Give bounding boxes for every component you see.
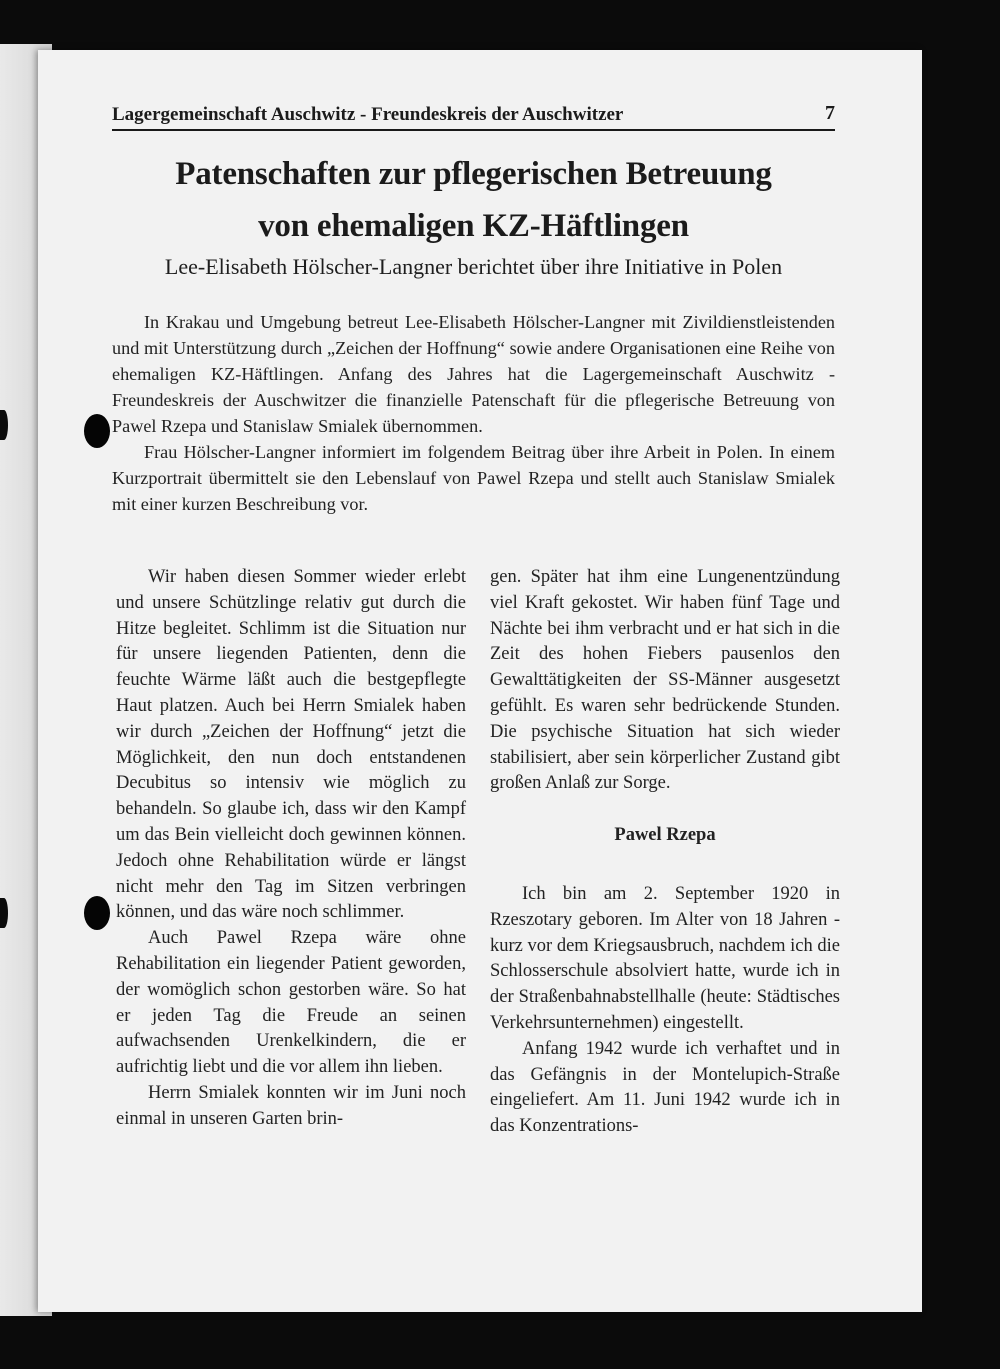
edge-hole-top xyxy=(0,410,8,440)
body-paragraph: Anfang 1942 wurde ich verhaftet und in das Gefängnis in der Montelupich-Straße eingeliefert. Am 11. Juni 1942 wurde ich in das Konzentrations- xyxy=(490,1038,840,1137)
body-paragraph: Auch Pawel Rzepa wäre ohne Rehabilitation ein liegender Patient geworden, der womöglich schon gestorben wäre. So hat er jeden Tag die Freude an seinen aufwachsenden Urenkelkindern, die er aufrichtig liebt und die vor allem ihn lieben. xyxy=(116,928,466,1078)
article-headline xyxy=(112,148,835,252)
edge-hole-bottom xyxy=(0,898,8,928)
body-paragraph: Ich bin am 2. September 1920 in Rzeszotary geboren. Im Alter von 18 Jahren - kurz vor dem Kriegsausbruch, nachdem ich die Schlosserschule absolviert hatte, wurde ich in der Straßenbahnabstellhalle (heute: Städtisches Verkehrsunternehmen) eingestellt. xyxy=(490,883,840,1033)
intro-paragraph: In Krakau und Umgebung betreut Lee-Elisabeth Hölscher-Langner mit Zivildienstleistenden und mit Unterstützung durch „Zeichen der Hoffnung“ sowie andere Organisationen eine Reihe von ehemaligen KZ-Häftlingen. Anfang des Jahres hat die Lagergemeinschaft Auschwitz - Freundeskreis der Auschwitzer die finanzielle Patenschaft für die pflegerische Betreuung von Pawel Rzepa und Stanislaw Smialek übernommen. xyxy=(112,312,835,436)
body-paragraph: Herrn Smialek konnten wir im Juni noch einmal in unseren Garten brin- xyxy=(116,1082,466,1129)
intro-paragraph: Frau Hölscher-Langner informiert im folgendem Beitrag über ihre Arbeit in Polen. In einem Kurzportrait übermittelt sie den Lebenslauf von Pawel Rzepa und stellt auch Stanislaw Smialek mit einer kurzen Beschreibung vor. xyxy=(112,442,835,514)
intro-paragraphs xyxy=(112,309,835,517)
headline-line-1: Patenschaften zur pflegerischen Betreuung xyxy=(175,156,772,192)
punch-hole-top xyxy=(84,414,110,448)
section-heading: Pawel Rzepa xyxy=(614,825,716,846)
body-paragraph: Wir haben diesen Sommer wieder erlebt und unsere Schützlinge relativ gut durch die Hitze begleitet. Schlimm ist die Situation nur für unsere liegenden Patienten, denn die feuchte Wärme läßt auch die bestgepflegte Haut platzen. Auch bei Herrn Smialek haben wir durch „Zeichen der Hoffnung“ jetzt die Möglichkeit, den nun doch entstandenen Decubitus so intensiv wie möglich zu behandeln. So glaube ich, dass wir den Kampf um das Bein vielleicht doch gewinnen können. Jedoch ohne Rehabilitation würde er längst nicht mehr den Tag im Sitzen verbringen können, und das wäre noch schlimmer. xyxy=(116,567,466,923)
right-column xyxy=(490,565,840,1140)
body-paragraph-continued: gen. Später hat ihm eine Lungenentzündung viel Kraft gekostet. Wir haben fünf Tage und Nächte bei ihm verbracht und er hat sich in die Zeit des hohen Fiebers pausenlos den Gewalttätigkeiten der SS-Männer ausgesetzt gefühlt. Es waren sehr bedrückende Stunden. Die psychische Situation hat sich wieder stabilisiert, aber sein körperlicher Zustand gibt großen Anlaß zur Sorge. xyxy=(490,567,840,794)
running-header xyxy=(112,101,835,131)
page-number: 7 xyxy=(825,102,835,124)
headline-line-2: von ehemaligen KZ-Häftlingen xyxy=(258,208,689,244)
punch-hole-bottom xyxy=(84,896,110,930)
left-column xyxy=(116,565,466,1133)
header-title: Lagergemeinschaft Auschwitz - Freundeskreis der Auschwitzer xyxy=(112,104,624,125)
article-subtitle: Lee-Elisabeth Hölscher-Langner berichtet über ihre Initiative in Polen xyxy=(164,254,783,279)
